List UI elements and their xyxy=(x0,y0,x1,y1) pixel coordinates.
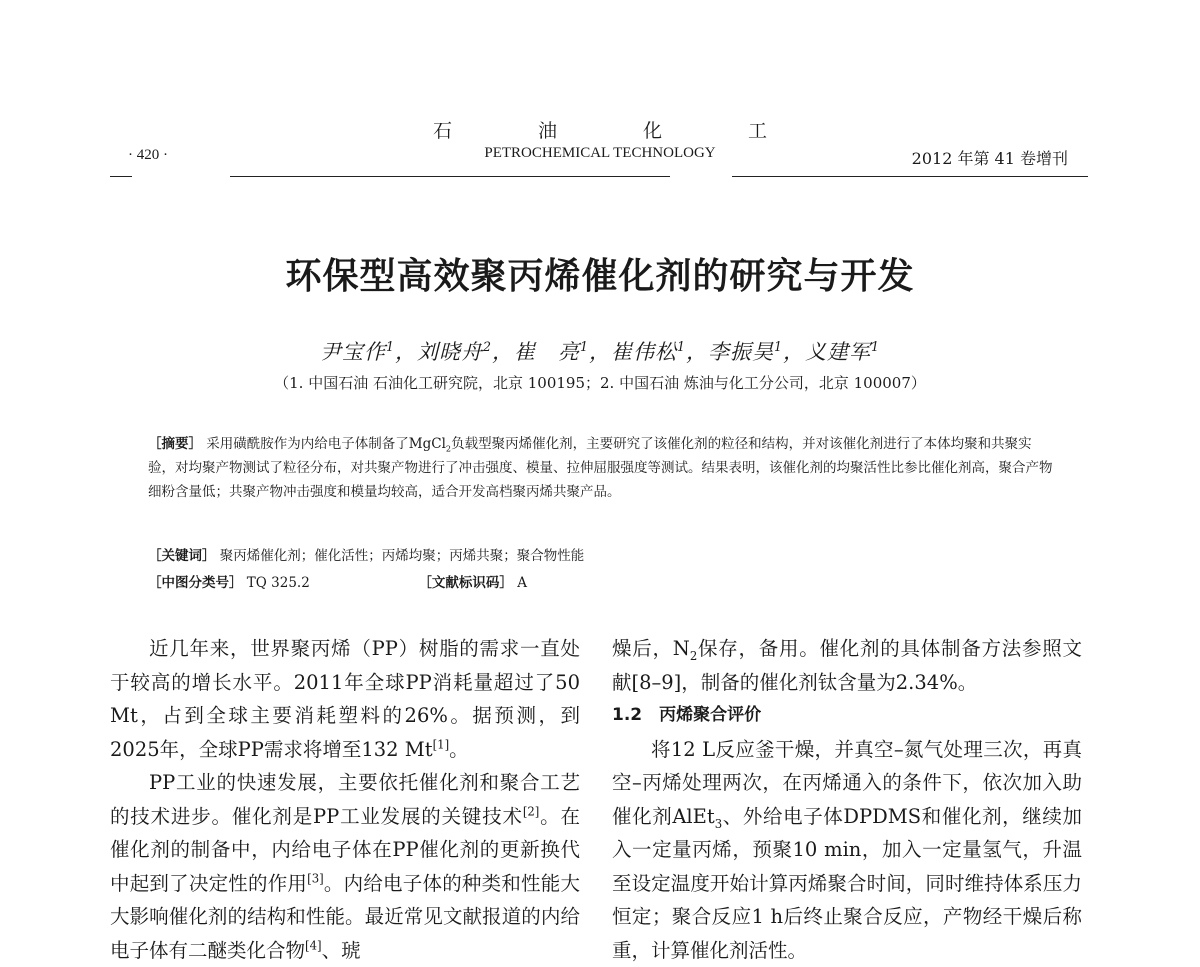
body-column-left xyxy=(110,632,580,967)
doc-code-label: ［文献标识码］ xyxy=(418,575,513,591)
author-name: 李振昊 xyxy=(708,340,774,364)
citation-ref: [1] xyxy=(433,737,450,751)
author-affiliation-mark: 1 xyxy=(774,339,783,354)
citation-ref: [4] xyxy=(305,938,322,952)
header-rule-middle xyxy=(230,176,670,177)
affiliations: （1. 中国石油 石油化工研究院，北京 100195；2. 中国石油 炼油与化工分公司，北京 100007） xyxy=(0,372,1200,393)
header-rule-left xyxy=(110,176,132,177)
author-separator: ， xyxy=(686,340,708,364)
author-name: 刘晓舟 xyxy=(417,340,483,364)
author-separator: ， xyxy=(395,340,417,364)
citation-ref: [2] xyxy=(523,804,540,818)
abstract-text: 采用磺酰胺作为内给电子体制备了MgCl xyxy=(206,436,446,452)
journal-name-cn: 石 油 化 工 xyxy=(0,116,1200,143)
body-column-right xyxy=(612,632,1082,967)
author-name: 崔伟松 xyxy=(611,340,677,364)
issue-info: 2012 年第 41 卷增刊 xyxy=(912,146,1068,169)
abstract-subscript: 2 xyxy=(446,444,451,454)
header-rule-right xyxy=(732,176,1088,177)
author-separator: ， xyxy=(492,340,514,364)
clc-value: TQ 325.2 xyxy=(247,575,310,591)
paragraph: 近几年来，世界聚丙烯（PP）树脂的需求一直处于较高的增长水平。2011年全球PP消耗量超过了50 Mt，占到全球主要消耗塑料的26%。据预测，到2025年，全球PP需求将增至132 Mt[1]。 xyxy=(110,632,580,766)
author-name: 义建军 xyxy=(805,340,871,364)
section-heading: 1.2 丙烯聚合评价 xyxy=(612,699,1082,733)
article-title: 环保型高效聚丙烯催化剂的研究与开发 xyxy=(0,248,1200,299)
citation-ref: [3] xyxy=(307,871,324,885)
author-affiliation-mark: 1 xyxy=(677,339,686,354)
page-number: · 420 · xyxy=(128,147,168,164)
keywords-label: ［关键词］ xyxy=(148,548,216,564)
author-affiliation-mark: 1 xyxy=(871,339,880,354)
doc-code-value: A xyxy=(517,575,527,591)
author-separator: ， xyxy=(589,340,611,364)
subscript: 2 xyxy=(690,649,697,663)
abstract-text-cont: 负载型聚丙烯催化剂，主要研究了该催化剂的粒径和结构，并对该催化剂进行了本体均聚和共聚实验，对均聚产物测试了粒径分布，对共聚产物进行了冲击强度、模量、拉伸屈服强度等测试。结果表明，该催化剂的均聚活性比参比催化剂高，聚合产物细粉含量低；共聚产物冲击强度和模量均较高，适合开发高档聚丙烯共聚产品。 xyxy=(148,436,1053,500)
author-separator: ， xyxy=(783,340,805,364)
author-affiliation-mark: 2 xyxy=(483,339,492,354)
subscript: 3 xyxy=(715,816,722,830)
paragraph: PP工业的快速发展，主要依托催化剂和聚合工艺的技术进步。催化剂是PP工业发展的关键技术[2]。在催化剂的制备中，内给电子体在PP催化剂的更新换代中起到了决定性的作用[3]。内给电子体的种类和性能大大影响催化剂的结构和性能。最近常见文献报道的内给电子体有二醚类化合物[4]、琥 xyxy=(110,766,580,967)
author-name: 尹宝作 xyxy=(320,340,386,364)
keywords-text: 聚丙烯催化剂；催化活性；丙烯均聚；丙烯共聚；聚合物性能 xyxy=(220,548,585,564)
paragraph: 燥后，$N_2$保存，备用。催化剂的具体制备方法参照文献[8–9]，制备的催化剂钛含量为2.34%。 xyxy=(612,632,1082,699)
abstract-label: ［摘要］ xyxy=(148,436,202,452)
abstract xyxy=(148,432,1053,504)
author-list xyxy=(0,336,1200,366)
author-affiliation-mark: 1 xyxy=(386,339,395,354)
author-affiliation-mark: 1 xyxy=(580,339,589,354)
classification xyxy=(148,571,527,591)
clc-label: ［中图分类号］ xyxy=(148,575,243,591)
journal-name-en: PETROCHEMICAL TECHNOLOGY xyxy=(0,145,1200,162)
author-name: 崔 亮 xyxy=(514,340,580,364)
paragraph: 将12 L反应釜干燥，并真空–氮气处理三次，再真空–丙烯处理两次，在丙烯通入的条件下，依次加入助催化剂AlEt$_3$、外给电子体DPDMS和催化剂，继续加入一定量丙烯，预聚10 min，加入一定量氢气，升温至设定温度开始计算丙烯聚合时间，同时维持体系压力恒定；聚合反应1 h后终止聚合反应，产物经干燥后称重，计算催化剂活性。 xyxy=(612,733,1082,967)
keywords xyxy=(148,544,584,564)
